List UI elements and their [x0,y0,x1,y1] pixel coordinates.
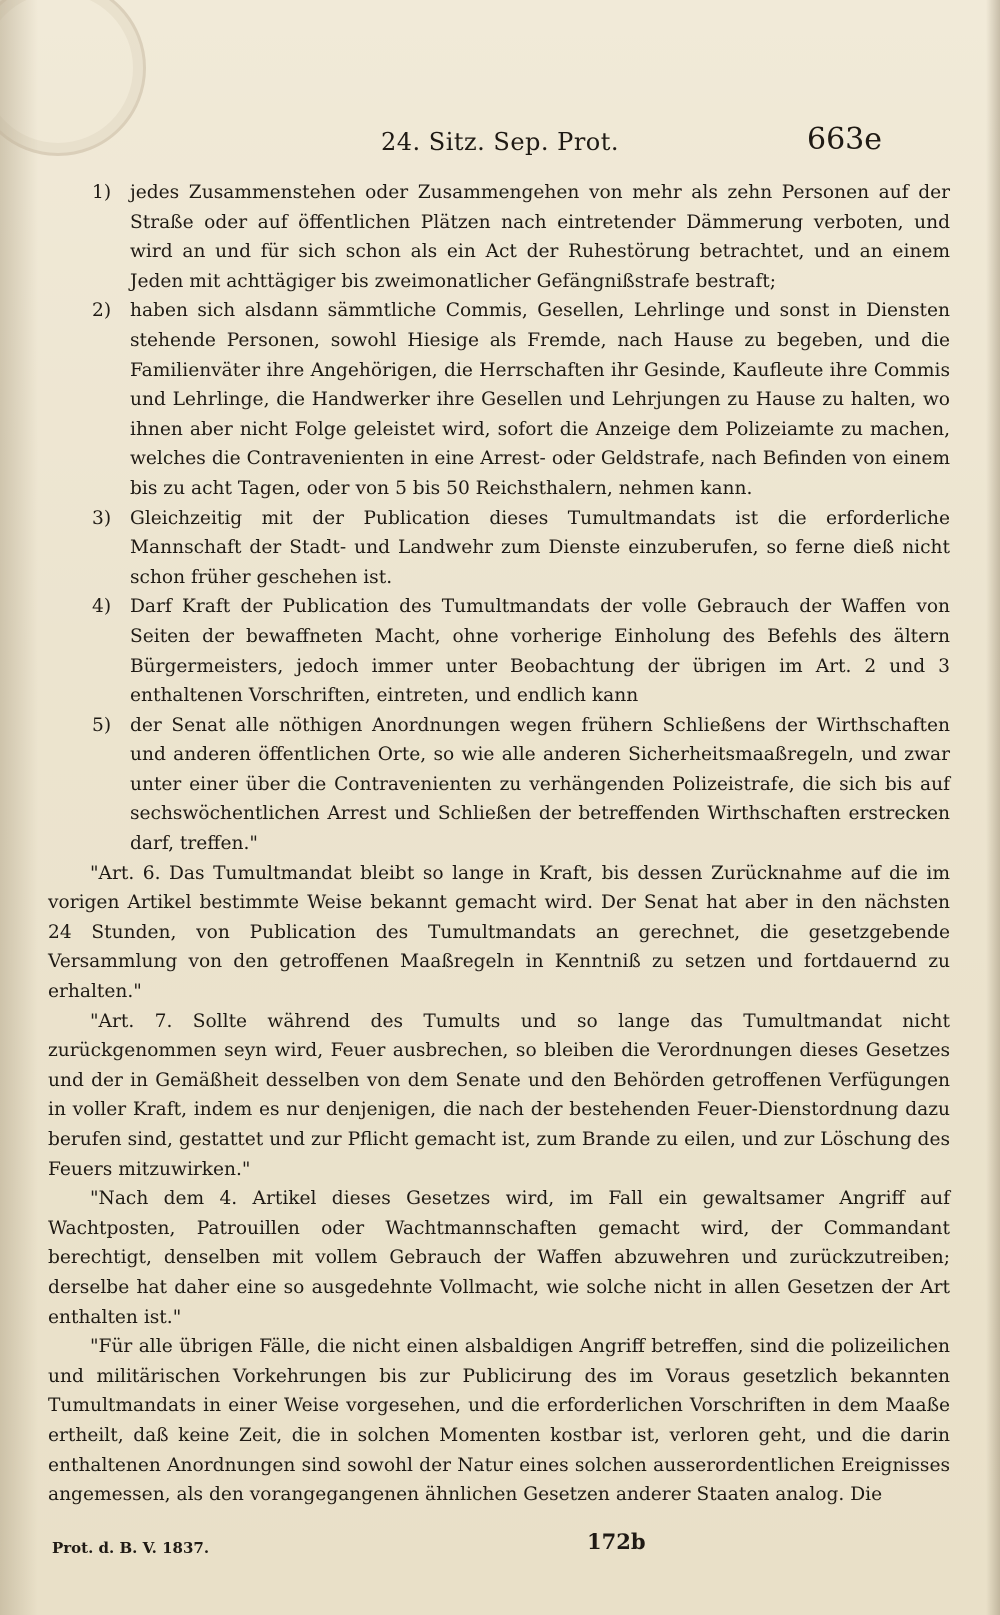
page-footer [52,1529,950,1565]
item-text: Darf Kraft der Publication des Tumultmandats der volle Gebrauch der Waffen von Seiten der bewaffneten Macht, ohne vorherige Einholung des Befehls des ältern Bürgermeisters, jedoch immer unter Beobachtung der übrigen im Art. 2 und 3 enthaltenen Vorschriften, eintreten, und endlich kann [130,596,950,707]
signature-mark: 172b [587,1529,646,1554]
list-item [48,592,950,710]
item-number: 4) [92,596,112,618]
item-text: Gleichzeitig mit der Publication dieses Tumultmandats ist die erforderliche Mannschaft der Stadt- und Landwehr zum Dienste einzuberufen, so ferne dieß nicht schon früher geschehen ist. [130,507,950,588]
page-header [0,122,1000,168]
item-text: haben sich alsdann sämmtliche Commis, Gesellen, Lehrlinge und sonst in Diensten stehende Personen, sowohl Hiesige als Fremde, nach Hause zu begeben, und die Familienväter ihre Angehörigen, die Herrschaften ihr Gesinde, Kaufleute ihre Commis und Lehrlinge, die Handwerker ihre Gesellen und Lehrjungen zu Hause zu halten, wo ihnen aber nicht Folge geleistet wird, sofort die Anzeige dem Polizeiamte zu machen, welches die Contravenienten in eine Arrest- oder Geldstrafe, nach Befinden von einem bis zu acht Tagen, oder von 5 bis 50 Reichsthalern, nehmen kann. [130,300,950,499]
paragraph-other-cases: "Für alle übrigen Fälle, die nicht einen alsbaldigen Angriff betreffen, sind die polizeilichen und militärischen Vorkehrungen bis zur Publicirung des im Voraus gesetzlich bekannten Tumultmandats in einer Weise vorgesehen, und die erforderlichen Vorschriften in dem Maaße ertheilt, daß keine Zeit, die in solchen Momenten kostbar ist, verloren geht, und die darin enthaltenen Anordnungen sind sowohl der Natur eines solchen ausserordentlichen Ereignisses angemessen, als den vorangegangenen ähnlichen Gesetzen anderer Staaten analog. Die [48,1336,950,1506]
paragraph-article-4-commentary: "Nach dem 4. Artikel dieses Gesetzes wird, im Fall ein gewaltsamer Angriff auf Wachtposten, Patrouillen oder Wachtmannschaften gemacht wird, der Commandant berechtigt, denselben mit vollem Gebrauch der Waffen abzuwehren und zurückzutreiben; derselbe hat daher eine so ausgedehnte Vollmacht, wie solche nicht in allen Gesetzen der Art enthalten ist." [48,1188,950,1328]
paragraph-art-6: "Art. 6. Das Tumultmandat bleibt so lange in Kraft, bis dessen Zurücknahme auf die im vorigen Artikel bestimmte Weise bekannt gemacht wird. Der Senat hat aber in den nächsten 24 Stunden, von Publication des Tumultmandats an gerechnet, die gesetzgebende Versammlung von den getroffenen Maaßregeln in Kenntniß zu setzen und fortdauernd zu erhalten." [48,862,950,1003]
item-number: 2) [92,300,112,322]
list-item [48,504,950,593]
item-number: 3) [92,507,112,529]
item-text: der Senat alle nöthigen Anordnungen wegen frühern Schließens der Wirthschaften und anderen öffentlichen Orte, so wie alle anderen Sicherheitsmaaßregeln, und zwar unter einer über die Contravenienten zu verhängenden Polizeistrafe, die sich bis auf sechswöchentlichen Arrest und Schließen der betreffenden Wirthschaften erstrecken darf, treffen." [130,714,950,855]
list-item [48,296,950,503]
page-number: 663e [806,122,882,157]
list-item [48,178,950,296]
running-head: 24. Sitz. Sep. Prot. [380,128,620,156]
body-text [48,178,950,1510]
item-text: jedes Zusammenstehen oder Zusammengehen von mehr als zehn Personen auf der Straße oder auf öffentlichen Plätzen nach eintretender Dämmerung verboten, und wird an und für sich schon als ein Act der Ruhestörung betrachtet, und an einem Jeden mit achttägiger bis zweimonatlicher Gefängnißstrafe bestraft; [130,182,950,292]
paragraph-art-7: "Art. 7. Sollte während des Tumults und so lange das Tumultmandat nicht zurückgenommen seyn wird, Feuer ausbrechen, so bleiben die Verordnungen dieses Gesetzes und der in Gemäßheit desselben von dem Senate und den Behörden getroffenen Verfügungen in voller Kraft, indem es nur denjenigen, die nach der bestehenden Feuer-Dienstordnung dazu berufen sind, gestattet und zur Pflicht gemacht ist, zum Brande zu eilen, und zur Löschung des Feuers mitzuwirken." [48,1010,950,1180]
list-item [48,711,950,859]
footer-reference: Prot. d. B. V. 1837. [52,1539,210,1557]
item-number: 1) [92,182,112,203]
item-number: 5) [92,714,112,736]
